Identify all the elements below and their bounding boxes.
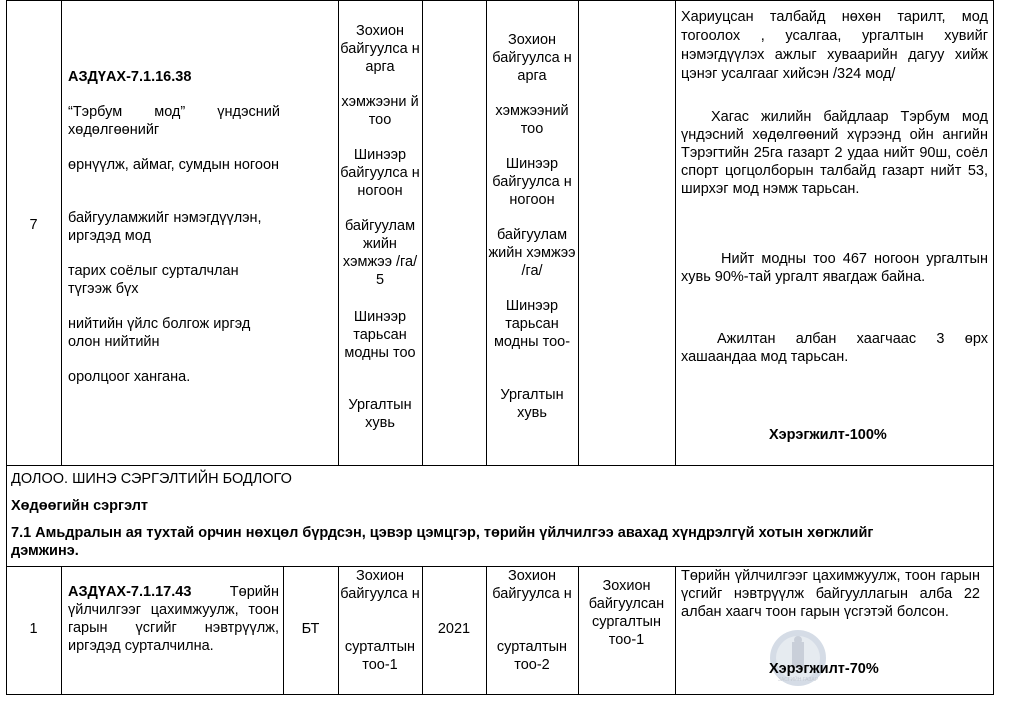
col-border — [61, 0, 62, 465]
row7-indicator: Зохион байгуулса н арга — [340, 23, 420, 75]
row7-number: 7 — [29, 217, 38, 233]
row7-indicator: Шинээр тарьсан модны тоо — [344, 309, 416, 361]
col-border — [675, 566, 676, 695]
col-border — [486, 0, 487, 465]
col-border — [993, 0, 994, 465]
row7-indicator: хэмжээни й тоо — [341, 94, 419, 128]
row1-indicator: Зохион байгуулса н — [340, 568, 420, 602]
row7-result-p1: Хариуцсан талбайд нөхөн тарилт, мод тогоолох , усалгаа, ургалтын хувийг нэмэгдүүлэх ажлыг хуваарийн дагуу хийж цэнэг усалгааг хийсэн /324 мод/ — [681, 9, 988, 82]
col-border — [338, 0, 339, 465]
row1-result-count: Зохион байгуулсан сургалтын тоо-1 — [588, 578, 665, 648]
section-right-border — [993, 465, 994, 566]
row7-indicator: Шинээр тарьсан модны тоо- — [493, 298, 571, 350]
desc-line: байгууламжийг нэмэгдүүлэн, иргэдэд мод — [68, 210, 262, 244]
desc-line: оролцоог хангана. — [68, 369, 191, 385]
row1-description-text: Төрийн үйлчилгээг цахимжуулж, тоон гарын үсгийг нэвтрүүлж, иргэдэд сурталчилна. — [68, 584, 279, 654]
section-title: ДОЛОО. ШИНЭ СЭРГЭЛТИЙН БОДЛОГО — [11, 471, 292, 487]
table-top-border — [6, 0, 993, 1]
row7-status: Хэрэгжилт-100% — [769, 427, 887, 443]
row1-bottom-border — [6, 694, 993, 695]
row1-code: АЗДҮАХ-7.1.17.43 — [68, 584, 192, 600]
desc-line: нийтийн үйлс болгож иргэд олон нийтийн — [68, 316, 251, 350]
section-goal-cont: дэмжинэ. — [11, 543, 79, 559]
row1-org: БТ — [301, 621, 320, 637]
col-border — [61, 566, 62, 695]
row7-indicator: Зохион байгуулса н арга — [492, 32, 572, 84]
col-border — [993, 566, 994, 695]
row1-status: Хэрэгжилт-70% — [769, 661, 879, 677]
col-border — [486, 566, 487, 695]
row1-result: Төрийн үйлчилгээг цахимжуулж, тоон гарын үсгийг нэвтрүүлж байгууллагын алба 22 албан хаагч тоон гарын үсгэтэй болсон. — [681, 568, 980, 620]
row7-result-p3: Нийт модны тоо 467 ногоон ургалтын хувь 90%-тай ургалт явагдаж байна. — [681, 251, 988, 285]
row1-indicator: сурталтын тоо-1 — [344, 639, 416, 673]
section-left-border — [6, 465, 7, 566]
desc-line: өрнүүлж, аймаг, сумдын ногоон — [68, 157, 280, 173]
row7-indicator: Шинээр байгуулса н ногоон — [340, 147, 420, 199]
section-subtitle: Хөдөөгийн сэргэлт — [11, 498, 149, 514]
col-border — [338, 566, 339, 695]
row7-indicator: хэмжээний тоо — [495, 103, 569, 137]
row1-number: 1 — [29, 621, 38, 637]
row7-bottom-border — [6, 465, 993, 466]
col-border — [675, 0, 676, 465]
col-border — [422, 0, 423, 465]
row7-result-p2: Хагас жилийн байдлаар Тэрбум мод үндэсний хөдөлгөөний хүрээнд ойн ангийн Тэрэгтийн 25га газарт 2 удаа нийт 90ш, соёл спорт цогцолборын талбайд газарт нийт 53, ширхэг мод нэмж тарьсан. — [681, 109, 988, 197]
row7-indicator: Ургалтын хувь — [348, 397, 412, 431]
desc-line: “Тэрбум мод” үндэсний хөдөлгөөнийг — [68, 104, 280, 138]
row1-year: 2021 — [437, 621, 471, 637]
row7-indicator: Ургалтын хувь — [500, 387, 564, 421]
seal-caption: ЗАСГИЙН ГАЗАР — [777, 677, 819, 683]
row7-description — [68, 103, 280, 139]
row7-indicator: байгуулам жийн хэмжээ /га/ — [488, 227, 576, 279]
row7-indicator: байгуулам жийн хэмжээ /га/ 5 — [342, 218, 418, 288]
row1-indicator: Зохион байгуулса н — [492, 568, 572, 602]
row7-result-p4: Ажилтан албан хаагчаас 3 өрх хашаандаа мод тарьсан. — [681, 331, 988, 365]
section-goal: 7.1 Амьдралын ая тухтай орчин нөхцөл бүрдсэн, цэвэр цэмцгэр, төрийн үйлчилгээ авахад хүндрэлгүй хотын хөгжлийг — [11, 525, 874, 541]
row1-indicator: сурталтын тоо-2 — [496, 639, 568, 673]
desc-line: тарих соёлыг сурталчлан түгээж бүх — [68, 263, 239, 297]
row1-description — [68, 583, 279, 655]
state-emblem-watermark-icon — [768, 628, 828, 688]
col-border — [578, 566, 579, 695]
row7-code: АЗДҮАХ-7.1.16.38 — [68, 69, 192, 85]
row7-indicator: Шинээр байгуулса н ногоон — [492, 156, 572, 208]
col-border — [578, 0, 579, 465]
